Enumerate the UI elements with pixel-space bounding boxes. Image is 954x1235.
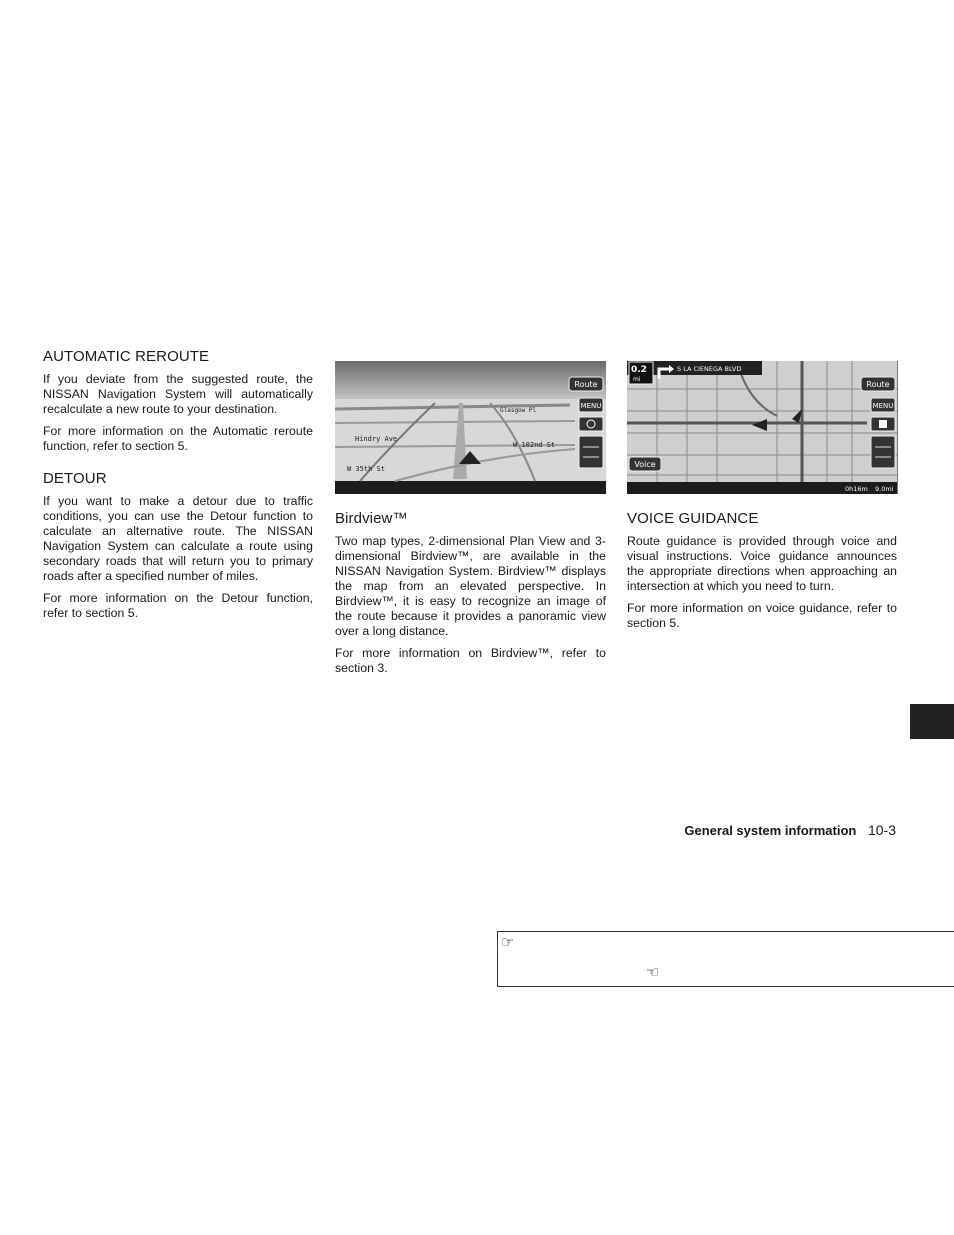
section-heading-auto-reroute: AUTOMATIC REROUTE — [43, 348, 210, 365]
note-box — [497, 931, 954, 987]
birdview-zoom-control[interactable] — [579, 436, 603, 468]
birdview-screenshot — [335, 361, 606, 494]
hand-pointer-small-icon: ☜ — [646, 964, 660, 981]
plan-map-mode-icon[interactable] — [871, 417, 895, 431]
birdview-paragraph-1: Two map types, 2-dimensional Plan View and 3-dimensional Birdview™, are available in the NISSAN Navigation System. Birdview™ displays the map from an elevated perspective. In Birdview™, it is easy to recognize an image of the route because it provides a panoramic view over a long distance. — [335, 534, 606, 638]
birdview-compass-icon[interactable] — [579, 417, 603, 431]
page-number: 10-3 — [867, 822, 896, 838]
svg-text:MENU: MENU — [580, 402, 602, 410]
chapter-tab — [910, 704, 954, 739]
eta-readout: 0h16m — [845, 485, 868, 493]
voice-button[interactable] — [629, 457, 661, 471]
voice-paragraph-1: Route guidance is provided through voice and visual instructions. Voice guidance announces the appropriate directions when approaching an intersection at which you need to turn. — [627, 534, 897, 593]
detour-paragraph-1: If you want to make a detour due to traffic conditions, you can use the Detour function to calculate an alternative route. The NISSAN Navigation System can calculate a route using secondary roads that will return you to primary roads after a specified number of miles. — [43, 494, 313, 583]
page-footer — [684, 822, 896, 838]
hand-pointer-icon: ☞ — [501, 934, 515, 951]
section-heading-voice-guidance: VOICE GUIDANCE — [627, 510, 759, 527]
street-name-label: S LA CIENEGA BLVD — [677, 365, 742, 373]
svg-text:Voice: Voice — [634, 460, 656, 469]
distance-readout — [629, 362, 653, 384]
auto-reroute-paragraph-2: For more information on the Automatic reroute function, refer to section 5. — [43, 424, 313, 453]
plan-route-button[interactable] — [861, 377, 895, 391]
birdview-route-button[interactable] — [569, 377, 603, 391]
column-right — [627, 348, 897, 638]
birdview-menu-button[interactable] — [579, 398, 603, 412]
section-heading-birdview: Birdview™ — [335, 510, 408, 527]
birdview-road-label-3: W 102nd St — [513, 441, 556, 449]
plan-menu-button[interactable] — [871, 398, 895, 412]
section-heading-detour: DETOUR — [43, 470, 107, 487]
plan-view-screenshot — [627, 361, 898, 494]
svg-text:mi: mi — [633, 376, 641, 383]
birdview-road-label-2: W 35th St — [347, 465, 385, 473]
column-left — [43, 348, 313, 628]
footer-title: General system information — [684, 823, 857, 838]
birdview-road-label-1: Hindry Ave — [355, 435, 398, 443]
svg-text:0.2: 0.2 — [631, 365, 647, 375]
auto-reroute-paragraph-1: If you deviate from the suggested route, the NISSAN Navigation System will automatically recalculate a new route to your destination. — [43, 372, 313, 416]
birdview-road-label-4: Glasgow Pl — [500, 407, 537, 414]
voice-paragraph-2: For more information on voice guidance, refer to section 5. — [627, 601, 897, 630]
svg-text:MENU: MENU — [872, 402, 894, 410]
plan-zoom-control[interactable] — [871, 436, 895, 468]
column-middle — [335, 348, 606, 683]
birdview-paragraph-2: For more information on Birdview™, refer to section 3. — [335, 646, 606, 675]
svg-text:Route: Route — [574, 380, 598, 389]
svg-text:Route: Route — [866, 380, 890, 389]
remaining-distance-readout: 9.0mi — [875, 485, 894, 493]
detour-paragraph-2: For more information on the Detour function, refer to section 5. — [43, 591, 313, 620]
